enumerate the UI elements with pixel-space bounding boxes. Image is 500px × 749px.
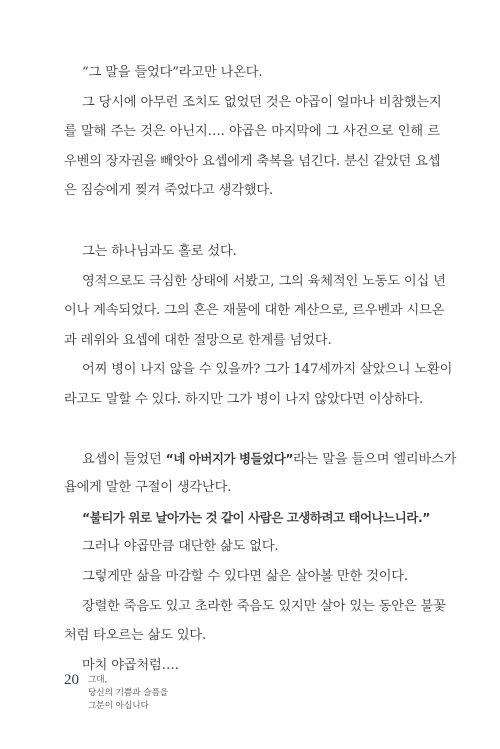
book-title-line-2: 당신의 기쁨과 슬픔을 bbox=[88, 688, 169, 698]
bold-quote: “불티가 위로 날아가는 것 같이 사람은 고생하려고 태어나느니라.” bbox=[82, 509, 430, 525]
paragraph-7: 그러나 야곱만큼 대단한 삶도 없다. bbox=[82, 539, 279, 555]
paragraph-2-line-3: 우벤의 장자권을 빼앗아 요셉에게 축복을 넘긴다. 분신 같았던 요셉 bbox=[64, 153, 441, 169]
section-gap bbox=[64, 206, 440, 237]
paragraph-10: 마치 야곱처럼…. bbox=[82, 657, 179, 673]
page-body bbox=[64, 58, 457, 680]
paragraph-8: 그렇게만 삶을 마감할 수 있다면 삶은 살아볼 만한 것이다. bbox=[82, 568, 408, 584]
paragraph-9-line-1: 장렬한 죽음도 있고 초라한 죽음도 있지만 살아 있는 동안은 불꽃 bbox=[82, 598, 446, 614]
paragraph-3: 그는 하나님과도 홀로 섰다. bbox=[82, 243, 237, 259]
section-gap bbox=[64, 415, 440, 444]
book-title bbox=[88, 674, 168, 713]
paragraph-4-line-2: 이나 계속되었다. 그의 혼은 재물에 대한 계산으로, 르우벤과 시므온 bbox=[64, 303, 445, 319]
paragraph-4-line-1: 영적으로도 극심한 상태에 서봤고, 그의 육체적인 노동도 이십 년 bbox=[82, 273, 446, 289]
paragraph-2-line-4: 은 짐승에게 찢겨 죽었다고 생각했다. bbox=[64, 183, 274, 199]
book-title-line-1: 그대, bbox=[88, 675, 108, 685]
page-footer bbox=[64, 672, 264, 732]
paragraph-6-bold-quote: “네 아버지가 병들었다” bbox=[165, 450, 294, 466]
paragraph-1: “그 말을 들었다”라고만 나온다. bbox=[82, 65, 263, 80]
paragraph-2-line-2: 를 말해 주는 것은 아닌지…. 야곱은 마지막에 그 사건으로 인해 르 bbox=[64, 124, 440, 140]
paragraph-5-line-1: 어찌 병이 나지 않을 수 있을까? 그가 147세까지 살았으니 노환이 bbox=[82, 362, 453, 378]
paragraph-5-line-2: 라고도 말할 수 있다. 하지만 그가 병이 나지 않았다면 이상하다. bbox=[64, 391, 424, 407]
page-number: 20 bbox=[64, 672, 79, 688]
paragraph-9-line-2: 처럼 타오르는 삶도 있다. bbox=[64, 628, 207, 644]
paragraph-6-post: 라는 말을 들으며 엘리바스가 bbox=[293, 451, 457, 467]
paragraph-2-line-1: 그 당시에 아무런 조치도 없었던 것은 야곱이 얼마나 비참했는지 bbox=[82, 94, 442, 110]
paragraph-6-line-1 bbox=[64, 444, 457, 474]
paragraph-6-line-2: 욥에게 말한 구절이 생각난다. bbox=[64, 480, 232, 496]
paragraph-4-line-3: 과 레위와 요셉에 대한 절망으로 한계를 넘었다. bbox=[64, 332, 332, 348]
book-title-line-3: 그분이 아십니다 bbox=[88, 701, 149, 711]
paragraph-6-pre: 요셉이 들었던 bbox=[82, 451, 166, 467]
